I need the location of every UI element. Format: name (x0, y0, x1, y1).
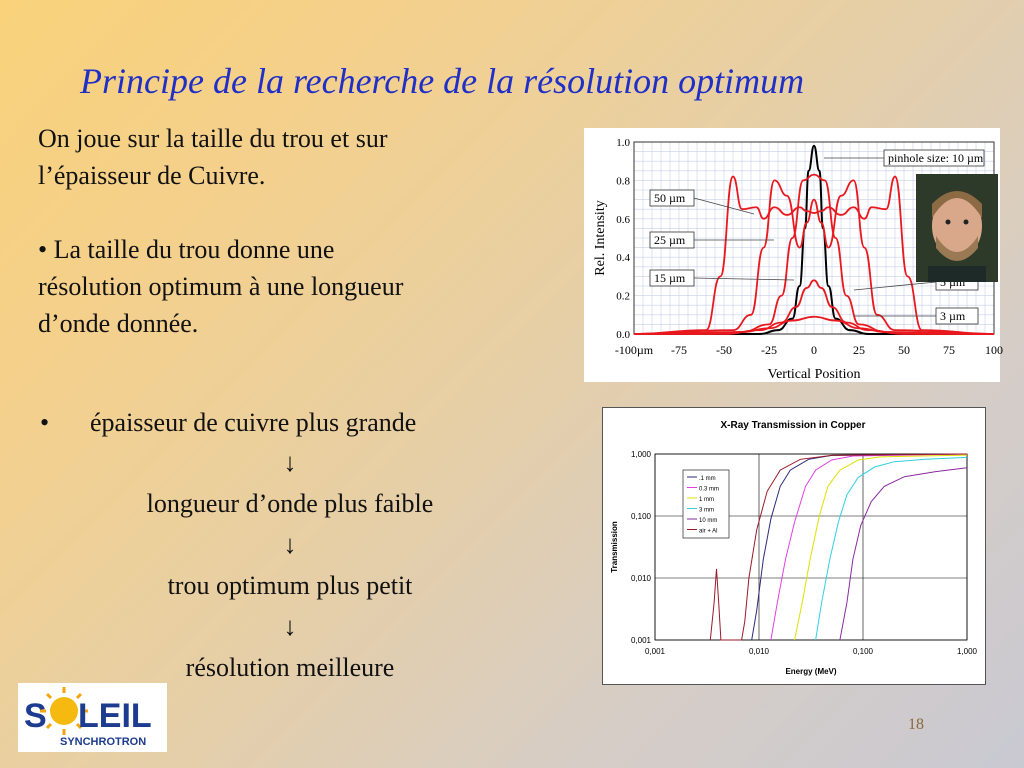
bullet2-text: épaisseur de cuivre plus grande (90, 408, 417, 437)
legend-label: .1 mm (699, 476, 716, 482)
chain-step-3: résolution meilleure (185, 653, 395, 682)
chart-title: X-Ray Transmission in Copper (720, 420, 866, 431)
bullet1-line-3: d’onde donnée. (38, 309, 199, 338)
y-tick-label: 0.0 (616, 329, 630, 341)
y-tick-label: 0.6 (616, 213, 630, 226)
xray-transmission-figure (602, 407, 986, 685)
x-tick-label: 50 (898, 343, 910, 357)
y-tick-label: 0,010 (630, 574, 651, 583)
slide-body (38, 120, 558, 342)
legend-label: 0.3 mm (699, 486, 720, 493)
legend-label: 1 mm (699, 497, 714, 503)
annotation-label: pinhole size: 10 µm (888, 151, 984, 165)
x-tick-label: -75 (671, 343, 687, 357)
annotation-label: 15 µm (654, 271, 686, 285)
chart-legend (683, 470, 729, 538)
y-tick-label: 0.8 (616, 175, 630, 188)
x-tick-label: -25 (761, 343, 777, 357)
spacer (38, 194, 558, 231)
x-tick-label: 25 (853, 343, 865, 357)
y-tick-label: 1.0 (616, 137, 630, 149)
x-axis-label: Energy (MeV) (785, 667, 837, 676)
intro-line-2: l’épaisseur de Cuivre. (38, 161, 266, 190)
xray-transmission-chart (603, 408, 985, 684)
soleil-logo-graphic (18, 683, 167, 752)
chain-step-2: trou optimum plus petit (167, 571, 413, 600)
logo-word-leil: LEIL (78, 697, 152, 735)
slide-title: Principe de la recherche de la résolution optimum (80, 61, 805, 101)
x-tick-label: 1,000 (956, 647, 978, 656)
x-tick-label: 0,100 (852, 647, 874, 656)
series-line (840, 468, 967, 640)
pinhole-profile-figure (584, 128, 1003, 382)
x-tick-label: -100µm (614, 343, 654, 357)
y-tick-label: 0,001 (630, 636, 651, 645)
y-tick-label: 1,000 (630, 450, 651, 459)
series-line (752, 454, 967, 640)
x-axis-label: Vertical Position (767, 367, 861, 382)
series-line (710, 454, 967, 640)
arrow-down-2: ↓ (283, 530, 297, 559)
logo-letter-s: S (24, 697, 47, 735)
portrait-eye (946, 220, 951, 225)
x-tick-label: 0,010 (748, 647, 770, 656)
x-tick-label: -50 (716, 343, 732, 357)
logo-subtitle: SYNCHROTRON (60, 736, 147, 748)
portrait-shirt (928, 266, 986, 282)
bullet2-marker: • (40, 408, 50, 437)
annotation-label: 25 µm (654, 233, 686, 247)
intro-line-1: On joue sur la taille du trou et sur (38, 124, 388, 153)
x-tick-label: 75 (943, 343, 955, 357)
annotation-label: 50 µm (654, 191, 686, 205)
bullet1-line-2: résolution optimum à une longueur (38, 272, 404, 301)
legend-label: 3 mm (699, 507, 714, 514)
soleil-logo (18, 683, 167, 752)
series-line (816, 457, 967, 640)
bullet2 (40, 408, 416, 438)
x-tick-label: 100 (985, 343, 1003, 357)
portrait-eye (964, 220, 969, 225)
y-tick-label: 0,100 (630, 512, 651, 521)
legend-label: 10 mm (699, 518, 718, 524)
portrait-photo (916, 174, 998, 282)
annotation-label: 3 µm (940, 309, 966, 323)
y-axis-label: Rel. Intensity (593, 200, 608, 276)
x-tick-label: 0 (811, 343, 817, 357)
legend-label: air + Al (699, 528, 718, 535)
bullet1-line-1: • La taille du trou donne une (38, 235, 335, 264)
y-axis-label: Transmission (610, 521, 619, 573)
arrow-down-3: ↓ (283, 612, 297, 641)
y-tick-label: 0.2 (616, 290, 630, 303)
annotation-pointer (694, 278, 794, 280)
chain-step-1: longueur d’onde plus faible (146, 489, 434, 518)
pinhole-profile-chart (584, 128, 1003, 382)
x-tick-label: 0,001 (644, 647, 666, 656)
y-tick-label: 0.4 (616, 252, 630, 265)
page-number: 18 (908, 716, 924, 733)
arrow-down-1: ↓ (283, 448, 297, 477)
